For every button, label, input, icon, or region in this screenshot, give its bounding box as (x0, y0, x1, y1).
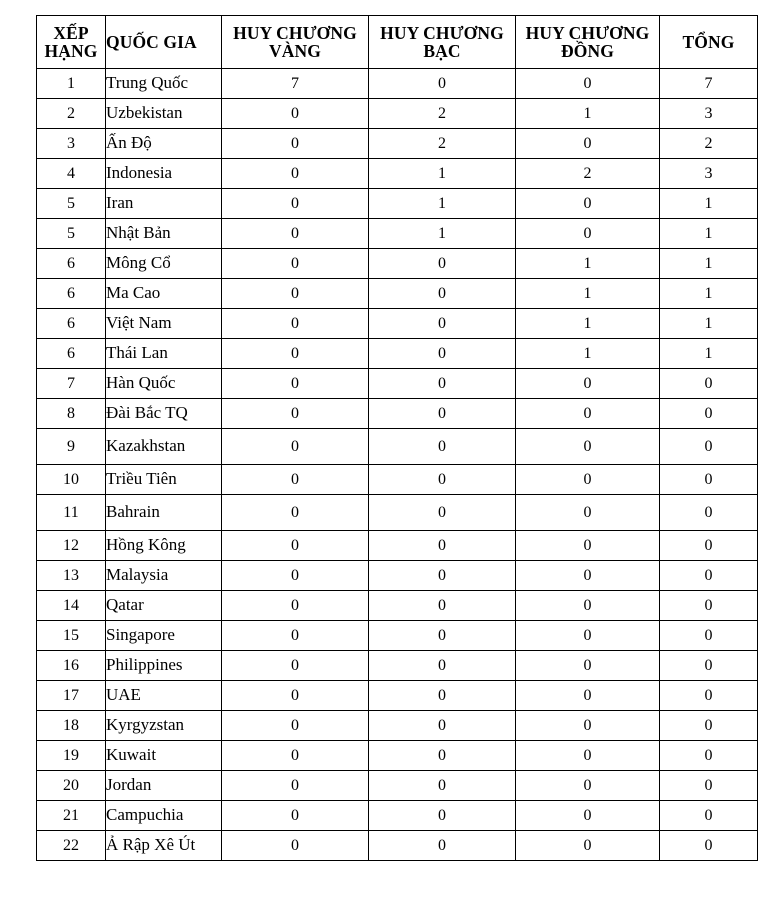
cell-gold: 0 (222, 309, 369, 339)
cell-silver: 0 (369, 69, 516, 99)
cell-total: 0 (660, 741, 758, 771)
cell-gold: 0 (222, 621, 369, 651)
cell-silver: 2 (369, 129, 516, 159)
cell-rank: 5 (37, 189, 106, 219)
cell-rank: 17 (37, 681, 106, 711)
cell-bronze: 0 (516, 681, 660, 711)
column-header-bronze-line1: HUY CHƯƠNG (525, 22, 650, 43)
cell-total: 0 (660, 531, 758, 561)
cell-silver: 0 (369, 711, 516, 741)
cell-total: 1 (660, 309, 758, 339)
cell-silver: 0 (369, 741, 516, 771)
cell-silver: 0 (369, 399, 516, 429)
cell-nation: Bahrain (106, 495, 222, 531)
cell-gold: 0 (222, 801, 369, 831)
cell-rank: 2 (37, 99, 106, 129)
cell-silver: 0 (369, 309, 516, 339)
header-row (37, 16, 758, 69)
table-row (37, 531, 758, 561)
table-row (37, 369, 758, 399)
cell-nation: Nhật Bản (106, 219, 222, 249)
cell-rank: 5 (37, 219, 106, 249)
cell-total: 0 (660, 651, 758, 681)
cell-silver: 0 (369, 249, 516, 279)
cell-rank: 3 (37, 129, 106, 159)
cell-rank: 6 (37, 249, 106, 279)
cell-silver: 0 (369, 531, 516, 561)
column-header-rank (37, 16, 106, 69)
cell-total: 0 (660, 399, 758, 429)
cell-nation: Thái Lan (106, 339, 222, 369)
cell-rank: 10 (37, 465, 106, 495)
cell-total: 1 (660, 339, 758, 369)
cell-bronze: 1 (516, 99, 660, 129)
cell-silver: 0 (369, 831, 516, 861)
cell-total: 0 (660, 801, 758, 831)
cell-gold: 0 (222, 219, 369, 249)
column-header-nation: QUỐC GIA (106, 16, 222, 69)
cell-nation: Campuchia (106, 801, 222, 831)
table-row (37, 99, 758, 129)
table-row (37, 711, 758, 741)
cell-bronze: 0 (516, 189, 660, 219)
table-row (37, 249, 758, 279)
cell-nation: Hồng Kông (106, 531, 222, 561)
cell-silver: 0 (369, 279, 516, 309)
cell-total: 0 (660, 621, 758, 651)
cell-silver: 0 (369, 561, 516, 591)
table-row (37, 681, 758, 711)
cell-bronze: 0 (516, 399, 660, 429)
cell-silver: 0 (369, 369, 516, 399)
cell-gold: 0 (222, 831, 369, 861)
table-row (37, 591, 758, 621)
cell-silver: 0 (369, 465, 516, 495)
cell-total: 0 (660, 681, 758, 711)
cell-silver: 0 (369, 591, 516, 621)
cell-nation: Triều Tiên (106, 465, 222, 495)
cell-bronze: 0 (516, 771, 660, 801)
table-row (37, 399, 758, 429)
cell-total: 0 (660, 465, 758, 495)
cell-total: 0 (660, 831, 758, 861)
cell-nation: Kyrgyzstan (106, 711, 222, 741)
cell-total: 7 (660, 69, 758, 99)
cell-rank: 6 (37, 339, 106, 369)
table-row (37, 465, 758, 495)
cell-silver: 0 (369, 621, 516, 651)
cell-silver: 1 (369, 219, 516, 249)
cell-bronze: 0 (516, 219, 660, 249)
cell-gold: 0 (222, 651, 369, 681)
cell-gold: 0 (222, 771, 369, 801)
cell-gold: 0 (222, 189, 369, 219)
cell-rank: 14 (37, 591, 106, 621)
cell-gold: 0 (222, 159, 369, 189)
cell-rank: 22 (37, 831, 106, 861)
column-header-bronze-line2: ĐỒNG (561, 41, 614, 61)
cell-nation: Việt Nam (106, 309, 222, 339)
table-row (37, 339, 758, 369)
cell-bronze: 0 (516, 591, 660, 621)
cell-bronze: 0 (516, 465, 660, 495)
table-row (37, 651, 758, 681)
cell-rank: 12 (37, 531, 106, 561)
cell-silver: 0 (369, 429, 516, 465)
column-header-silver-line2: BẠC (423, 41, 461, 61)
cell-nation: Đài Bắc TQ (106, 399, 222, 429)
cell-total: 0 (660, 591, 758, 621)
cell-bronze: 0 (516, 369, 660, 399)
table-row (37, 801, 758, 831)
cell-total: 1 (660, 189, 758, 219)
cell-nation: Ấn Độ (106, 129, 222, 159)
cell-bronze: 0 (516, 741, 660, 771)
cell-nation: Trung Quốc (106, 69, 222, 99)
column-header-gold-line1: HUY CHƯƠNG (233, 22, 357, 43)
column-header-rank-line2: HẠNG (44, 41, 98, 61)
cell-total: 1 (660, 279, 758, 309)
cell-silver: 0 (369, 771, 516, 801)
cell-rank: 6 (37, 309, 106, 339)
cell-gold: 0 (222, 711, 369, 741)
cell-bronze: 0 (516, 429, 660, 465)
cell-rank: 13 (37, 561, 106, 591)
column-header-gold (222, 16, 369, 69)
cell-total: 2 (660, 129, 758, 159)
cell-rank: 4 (37, 159, 106, 189)
cell-gold: 0 (222, 495, 369, 531)
cell-rank: 9 (37, 429, 106, 465)
table-row (37, 429, 758, 465)
table-body (37, 69, 758, 861)
cell-total: 0 (660, 369, 758, 399)
table-row (37, 279, 758, 309)
cell-total: 1 (660, 219, 758, 249)
cell-gold: 0 (222, 561, 369, 591)
cell-total: 0 (660, 771, 758, 801)
table-row (37, 741, 758, 771)
table-row (37, 129, 758, 159)
cell-bronze: 0 (516, 531, 660, 561)
table-row (37, 159, 758, 189)
cell-gold: 0 (222, 99, 369, 129)
cell-nation: Kuwait (106, 741, 222, 771)
cell-rank: 8 (37, 399, 106, 429)
cell-bronze: 0 (516, 69, 660, 99)
cell-silver: 0 (369, 339, 516, 369)
cell-rank: 6 (37, 279, 106, 309)
cell-nation: Kazakhstan (106, 429, 222, 465)
cell-nation: Mông Cổ (106, 249, 222, 279)
cell-nation: Qatar (106, 591, 222, 621)
table-row (37, 621, 758, 651)
table-row (37, 309, 758, 339)
cell-nation: Iran (106, 189, 222, 219)
cell-silver: 1 (369, 159, 516, 189)
cell-rank: 21 (37, 801, 106, 831)
cell-nation: Uzbekistan (106, 99, 222, 129)
cell-rank: 20 (37, 771, 106, 801)
column-header-gold-line2: VÀNG (269, 41, 321, 61)
cell-rank: 11 (37, 495, 106, 531)
cell-silver: 1 (369, 189, 516, 219)
cell-gold: 0 (222, 681, 369, 711)
table-row (37, 219, 758, 249)
column-header-total: TỔNG (660, 16, 758, 69)
cell-gold: 0 (222, 249, 369, 279)
cell-rank: 19 (37, 741, 106, 771)
cell-bronze: 0 (516, 621, 660, 651)
table-row (37, 561, 758, 591)
cell-nation: Jordan (106, 771, 222, 801)
cell-gold: 0 (222, 129, 369, 159)
cell-total: 3 (660, 99, 758, 129)
cell-gold: 0 (222, 591, 369, 621)
cell-rank: 16 (37, 651, 106, 681)
table-row (37, 771, 758, 801)
table-row (37, 831, 758, 861)
cell-rank: 15 (37, 621, 106, 651)
table-row (37, 189, 758, 219)
cell-silver: 2 (369, 99, 516, 129)
cell-nation: Hàn Quốc (106, 369, 222, 399)
cell-bronze: 0 (516, 651, 660, 681)
cell-nation: Philippines (106, 651, 222, 681)
cell-bronze: 1 (516, 309, 660, 339)
cell-total: 0 (660, 711, 758, 741)
cell-total: 0 (660, 429, 758, 465)
cell-nation: Ả Rập Xê Út (106, 831, 222, 861)
cell-silver: 0 (369, 681, 516, 711)
cell-nation: Singapore (106, 621, 222, 651)
cell-nation: Ma Cao (106, 279, 222, 309)
table-row (37, 69, 758, 99)
cell-gold: 0 (222, 339, 369, 369)
cell-silver: 0 (369, 495, 516, 531)
cell-gold: 0 (222, 399, 369, 429)
cell-nation: Indonesia (106, 159, 222, 189)
cell-gold: 0 (222, 429, 369, 465)
cell-nation: UAE (106, 681, 222, 711)
cell-bronze: 1 (516, 279, 660, 309)
cell-gold: 7 (222, 69, 369, 99)
cell-gold: 0 (222, 741, 369, 771)
column-header-bronze (516, 16, 660, 69)
cell-silver: 0 (369, 651, 516, 681)
cell-total: 0 (660, 561, 758, 591)
cell-bronze: 0 (516, 711, 660, 741)
cell-rank: 1 (37, 69, 106, 99)
cell-rank: 18 (37, 711, 106, 741)
cell-bronze: 0 (516, 129, 660, 159)
cell-gold: 0 (222, 465, 369, 495)
cell-nation: Malaysia (106, 561, 222, 591)
cell-gold: 0 (222, 531, 369, 561)
column-header-silver (369, 16, 516, 69)
cell-bronze: 0 (516, 561, 660, 591)
cell-bronze: 0 (516, 831, 660, 861)
cell-gold: 0 (222, 369, 369, 399)
column-header-silver-line1: HUY CHƯƠNG (380, 22, 504, 43)
cell-total: 0 (660, 495, 758, 531)
cell-total: 3 (660, 159, 758, 189)
table-header (37, 16, 758, 69)
cell-bronze: 1 (516, 339, 660, 369)
column-header-rank-line1: XẾP (53, 22, 89, 43)
cell-bronze: 0 (516, 495, 660, 531)
table-row (37, 495, 758, 531)
cell-bronze: 1 (516, 249, 660, 279)
cell-gold: 0 (222, 279, 369, 309)
cell-rank: 7 (37, 369, 106, 399)
cell-bronze: 0 (516, 801, 660, 831)
cell-total: 1 (660, 249, 758, 279)
medal-standings-table (36, 15, 758, 861)
cell-silver: 0 (369, 801, 516, 831)
cell-bronze: 2 (516, 159, 660, 189)
